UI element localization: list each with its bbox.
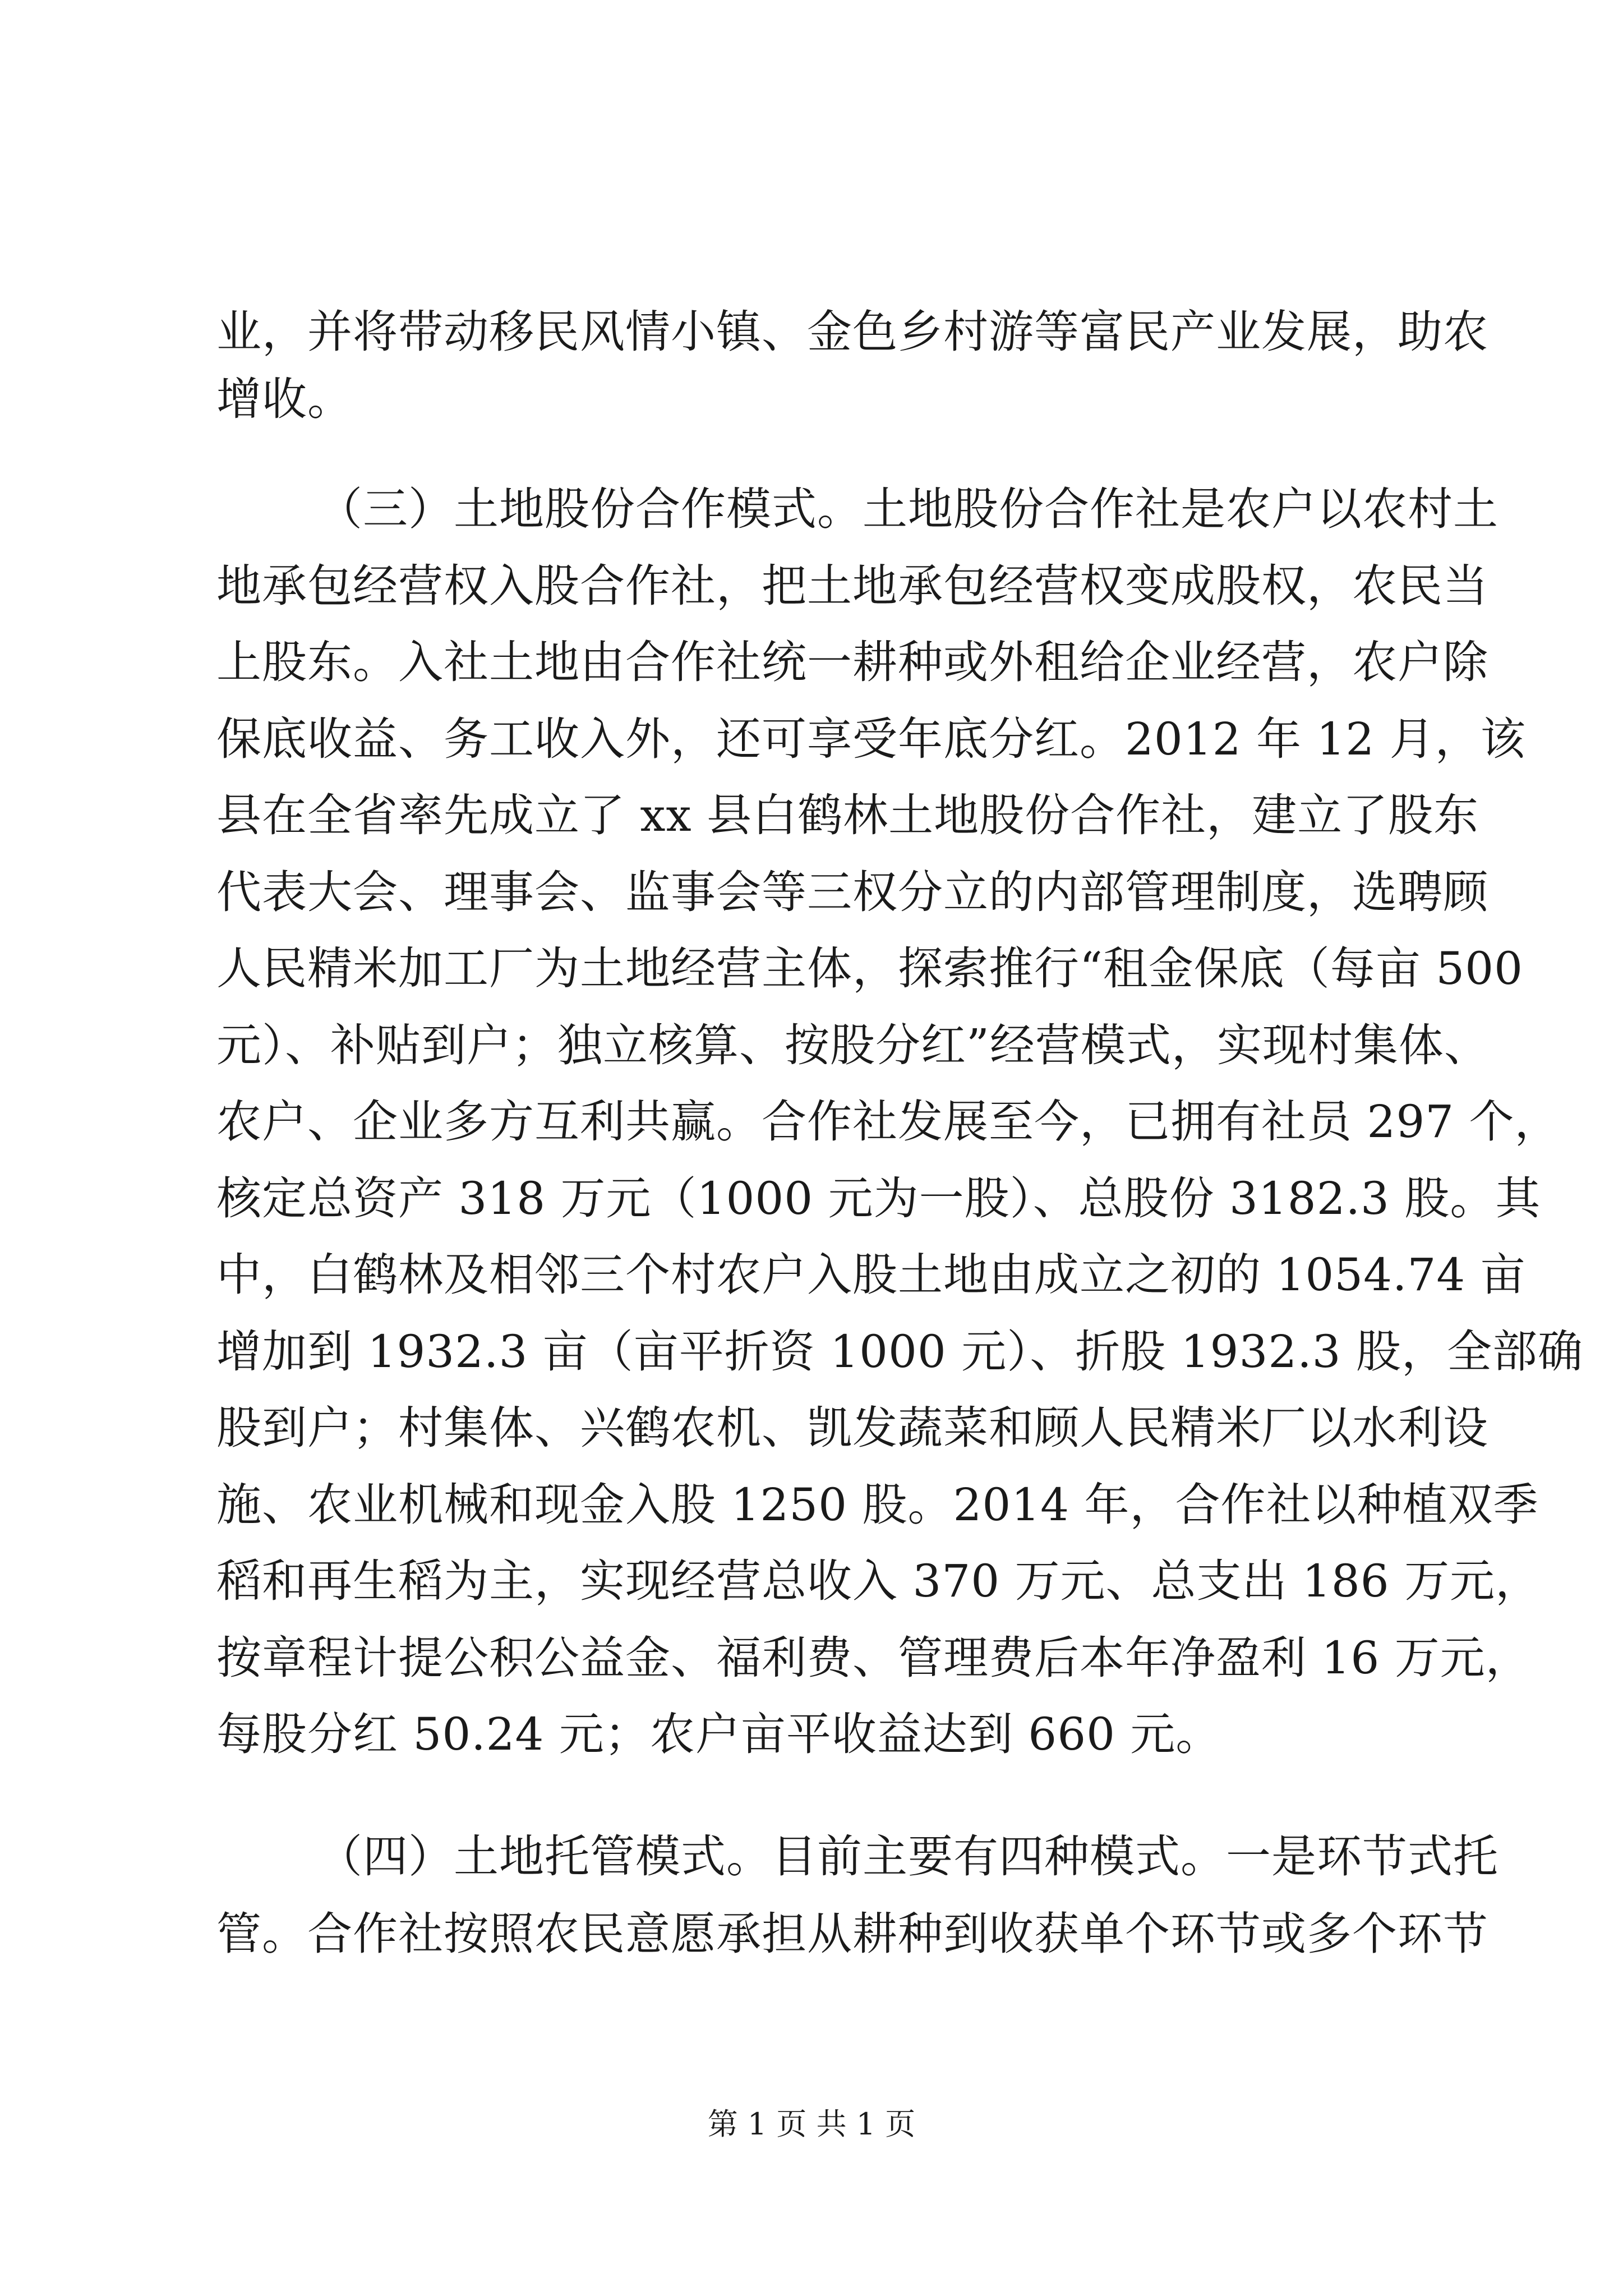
text-line: 按章程计提公积公益金、福利费、管理费后本年净盈利 16 万元， [216,1632,1531,1684]
text-line: 保底收益、务工收入外，还可享受年底分红。2012 年 12 月，该 [216,713,1526,765]
text-line: 地承包经营权入股合作社，把土地承包经营权变成股权，农民当 [216,560,1488,612]
text-line: 股到户；村集体、兴鹤农机、凯发蔬菜和顾人民精米厂以水利设 [216,1402,1488,1454]
text-line: 业，并将带动移民风情小镇、金色乡村游等富民产业发展，助农 [216,306,1488,358]
text-line: 每股分红 50.24 元；农户亩平收益达到 660 元。 [216,1708,1221,1760]
text-line: 核定总资产 318 万元（1000 元为一股）、总股份 3182.3 股。其 [216,1172,1541,1225]
text-line: 农户、企业多方互利共赢。合作社发展至今，已拥有社员 297 个， [216,1096,1560,1148]
paragraph-start-line: （三）土地股份合作模式。土地股份合作社是农户以农村土 [317,483,1498,535]
paragraph-start-line: （四）土地托管模式。目前主要有四种模式。一是环节式托 [317,1830,1498,1883]
text-line: 人民精米加工厂为土地经营主体，探索推行“租金保底（每亩 500 [216,942,1524,995]
text-line: 增收。 [216,373,353,425]
text-line: 上股东。入社土地由合作社统一耕种或外租给企业经营，农户除 [216,636,1488,688]
page-footer: 第 1 页 共 1 页 [707,2106,916,2142]
text-line: 县在全省率先成立了 xx 县白鹤林土地股份合作社，建立了股东 [216,789,1479,841]
text-line: 增加到 1932.3 亩（亩平折资 1000 元）、折股 1932.3 股，全部确 [216,1326,1584,1378]
text-line: 中，白鹤林及相邻三个村农户入股土地由成立之初的 1054.74 亩 [216,1249,1526,1301]
text-line: 稻和再生稻为主，实现经营总收入 370 万元、总支出 186 万元， [216,1555,1541,1607]
text-line: 施、农业机械和现金入股 1250 股。2014 年，合作社以种植双季 [216,1479,1539,1531]
text-line: 元）、补贴到户；独立核算、按股分红”经营模式，实现村集体、 [216,1019,1490,1071]
text-line: 管。合作社按照农民意愿承担从耕种到收获单个环节或多个环节 [216,1908,1488,1960]
text-line: 代表大会、理事会、监事会等三权分立的内部管理制度，选聘顾 [216,866,1488,918]
